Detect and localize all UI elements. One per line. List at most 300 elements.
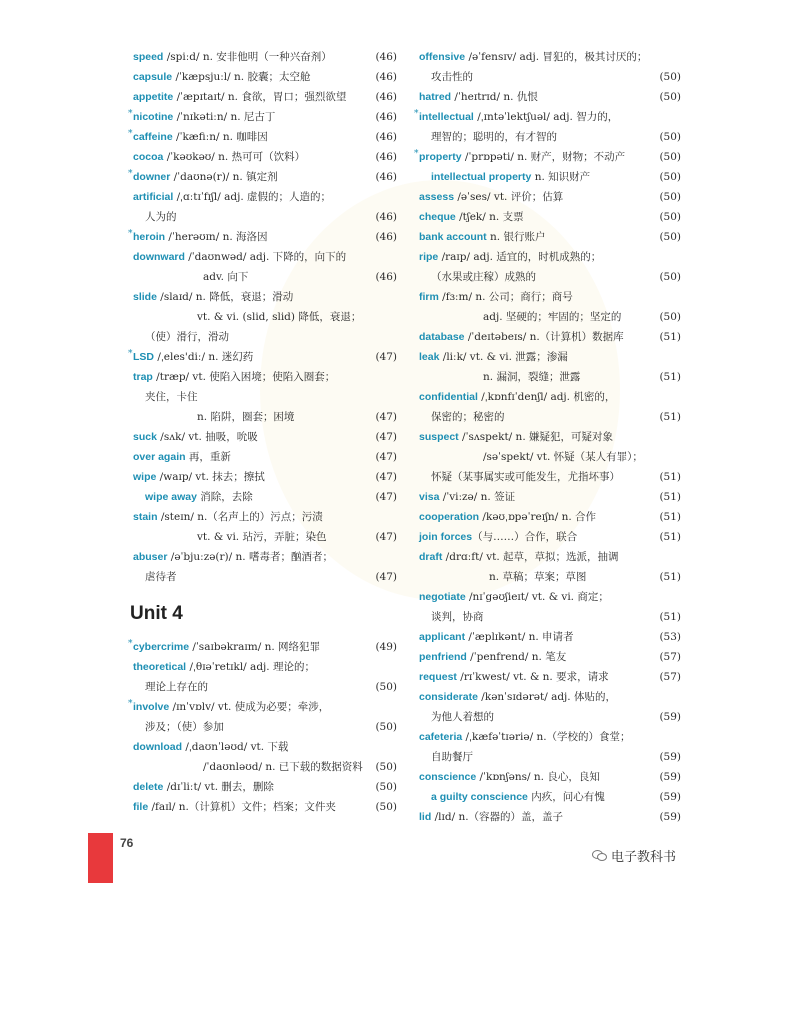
entry-text — [133, 447, 231, 467]
entry-text — [419, 387, 615, 407]
vocab-entry — [133, 67, 397, 87]
vocab-entry — [128, 167, 397, 187]
entry-line — [133, 777, 397, 797]
page-ref: (50) — [375, 801, 397, 813]
vocab-entry — [419, 627, 681, 647]
vocab-entry — [133, 737, 397, 777]
headword: cafeteria — [419, 731, 463, 743]
entry-line — [133, 87, 397, 107]
page-ref: (47) — [375, 571, 397, 583]
entry-line — [419, 727, 681, 747]
definition: /dɪˈliːt/ vt. 删去，删除 — [163, 781, 274, 793]
headword: confidential — [419, 391, 478, 403]
page-ref: (46) — [375, 231, 397, 243]
vocab-entry — [419, 167, 681, 187]
entry-text — [133, 507, 323, 527]
entry-text — [133, 187, 331, 207]
entry-line — [419, 527, 681, 547]
headword: slide — [133, 291, 157, 303]
entry-text — [419, 347, 568, 367]
definition: /faɪl/ n.（计算机）文件；档案；文件夹 — [148, 801, 336, 813]
new-word-marker: * — [128, 349, 133, 359]
entry-line — [133, 467, 397, 487]
new-word-marker: * — [128, 699, 133, 709]
entry-line — [414, 147, 681, 167]
entry-text — [133, 47, 332, 67]
entry-line — [133, 447, 397, 467]
new-word-marker: * — [414, 109, 419, 119]
entry-text — [145, 487, 253, 507]
headword: negotiate — [419, 591, 466, 603]
entry-text — [419, 687, 616, 707]
page-ref: (53) — [659, 631, 681, 643]
headword: property — [419, 151, 462, 163]
continuation-text: 人为的 — [145, 211, 177, 223]
entry-text — [419, 87, 538, 107]
entry-line — [419, 647, 681, 667]
page-ref: (46) — [375, 91, 397, 103]
entry-line — [128, 167, 397, 187]
page-ref: (50) — [659, 191, 681, 203]
definition: /ˌkæfəˈtɪəriə/ n.（学校的）食堂； — [462, 731, 631, 743]
page-tab-marker — [88, 833, 113, 883]
page-ref: (50) — [659, 211, 681, 223]
page-ref: (46) — [375, 51, 397, 63]
definition: /ˈdaʊnwəd/ adj. 下降的，向下的 — [184, 251, 347, 263]
headword: involve — [133, 701, 170, 713]
entry-line — [419, 807, 681, 827]
definition: /ˈviːzə/ n. 签证 — [439, 491, 516, 503]
entry-line — [419, 87, 681, 107]
page-ref: (57) — [659, 651, 681, 663]
vocab-entry — [414, 107, 681, 147]
entry-line — [419, 767, 681, 787]
page-ref: (50) — [659, 91, 681, 103]
vocab-entry — [419, 647, 681, 667]
headword: abuser — [133, 551, 168, 563]
new-word-marker: * — [128, 109, 133, 119]
wechat-icon — [592, 850, 607, 861]
entry-text — [419, 427, 613, 447]
headword: conscience — [419, 771, 477, 783]
new-word-marker: * — [128, 229, 133, 239]
vocab-entry — [414, 147, 681, 167]
continuation-text: adv. 向下 — [203, 271, 249, 283]
entry-text — [133, 247, 346, 267]
vocab-entry — [133, 427, 397, 447]
definition: /kəʊˌɒpəˈreɪʃn/ n. 合作 — [479, 511, 597, 523]
right-column — [414, 47, 681, 827]
page-ref: (57) — [659, 671, 681, 683]
entry-line — [133, 797, 397, 817]
entry-line — [419, 667, 681, 687]
continuation-text: n. 陷阱，圈套；困境 — [197, 411, 295, 423]
headword: download — [133, 741, 182, 753]
entry-line — [133, 427, 397, 447]
entry-continuation — [133, 407, 397, 427]
entry-line — [128, 697, 397, 717]
headword: suck — [133, 431, 157, 443]
definition: /əˈfensɪv/ adj. 冒犯的，极其讨厌的； — [465, 51, 648, 63]
entry-text — [133, 167, 278, 187]
page-ref: (59) — [659, 751, 681, 763]
entry-continuation — [133, 387, 397, 407]
entry-line — [419, 227, 681, 247]
definition: /ˈdaʊnə(r)/ n. 镇定剂 — [170, 171, 278, 183]
entry-line — [419, 247, 681, 267]
entry-line — [133, 657, 397, 677]
page-ref: (51) — [659, 471, 681, 483]
vocab-entry — [133, 47, 397, 67]
definition: n. 银行账户 — [486, 231, 546, 243]
entry-text — [133, 697, 329, 717]
entry-text — [133, 227, 268, 247]
definition: /ˈkəʊkəʊ/ n. 热可可（饮料） — [163, 151, 306, 163]
definition: /sʌk/ vt. 抽吸，吮吸 — [156, 431, 258, 443]
entry-line — [414, 107, 681, 127]
entry-continuation — [419, 267, 681, 287]
vocab-entry — [133, 287, 397, 347]
continuation-text: vt. & vi. (slid, slid) 降低，衰退； — [197, 311, 362, 323]
new-word-marker: * — [128, 129, 133, 139]
continuation-text: 理论上存在的 — [145, 681, 208, 693]
entry-line — [419, 187, 681, 207]
entry-text — [431, 787, 605, 807]
headword: draft — [419, 551, 443, 563]
entry-continuation — [419, 607, 681, 627]
headword: ripe — [419, 251, 439, 263]
vocab-entry — [128, 127, 397, 147]
definition: 消除，去除 — [196, 491, 253, 503]
definition: /raɪp/ adj. 适宜的，时机成熟的； — [438, 251, 602, 263]
entry-text — [419, 767, 600, 787]
headword: applicant — [419, 631, 466, 643]
new-word-marker: * — [128, 639, 133, 649]
entry-text — [133, 467, 265, 487]
definition: /ɪnˈvɒlv/ vt. 使成为必要；牵涉， — [169, 701, 330, 713]
entry-continuation — [419, 707, 681, 727]
entry-line — [133, 147, 397, 167]
entry-line — [133, 507, 397, 527]
continuation-text: adj. 坚硬的；牢固的；坚定的 — [483, 311, 622, 323]
entry-continuation — [419, 747, 681, 767]
definition: /ˌdaʊnˈləʊd/ vt. 下载 — [182, 741, 289, 753]
entry-continuation — [419, 367, 681, 387]
entry-line — [133, 367, 397, 387]
headword: artificial — [133, 191, 174, 203]
entry-line — [419, 287, 681, 307]
new-word-marker: * — [414, 149, 419, 159]
page-ref: (47) — [375, 451, 397, 463]
definition: /əˈbjuːzə(r)/ n. 嗜毒者；酗酒者； — [167, 551, 333, 563]
definition: /ˈpenfrend/ n. 笔友 — [466, 651, 567, 663]
headword: suspect — [419, 431, 459, 443]
entry-line — [419, 507, 681, 527]
page-ref: (47) — [375, 351, 397, 363]
continuation-text: 怀疑（某事属实或可能发生，尤指坏事） — [431, 471, 620, 483]
entry-continuation — [133, 567, 397, 587]
headword: wipe away — [145, 491, 197, 503]
headword: cocoa — [133, 151, 164, 163]
headword: visa — [419, 491, 440, 503]
definition: /tʃek/ n. 支票 — [455, 211, 524, 223]
entry-text — [419, 207, 524, 227]
entry-text — [419, 147, 625, 167]
definition: /rɪˈkwest/ vt. & n. 要求，请求 — [456, 671, 609, 683]
source-watermark — [592, 846, 676, 865]
page-ref: (50) — [659, 131, 681, 143]
definition: /ˌɑːtɪˈfɪʃl/ adj. 虚假的；人造的； — [173, 191, 332, 203]
definition: /lɪd/ n.（容器的）盖，盖子 — [431, 811, 564, 823]
page-number: 76 — [120, 836, 134, 850]
page-ref: (49) — [375, 641, 397, 653]
vocab-entry — [128, 107, 397, 127]
continuation-text: 谈判，协商 — [431, 611, 484, 623]
continuation-text: 理智的；聪明的，有才智的 — [431, 131, 557, 143]
entry-text — [419, 647, 566, 667]
definition: /nɪˈgəʊʃieɪt/ vt. & vi. 商定； — [465, 591, 609, 603]
entry-line — [419, 627, 681, 647]
continuation-text: （水果或庄稼）成熟的 — [431, 271, 536, 283]
headword: cooperation — [419, 511, 480, 523]
entry-text — [133, 367, 335, 387]
headword: lid — [419, 811, 432, 823]
page-ref: (46) — [375, 131, 397, 143]
vocab-entry — [419, 787, 681, 807]
page-ref: (47) — [375, 431, 397, 443]
definition: /ˈkæpsjuːl/ n. 胶囊；太空舱 — [172, 71, 311, 83]
vocab-entry — [419, 227, 681, 247]
entry-line — [419, 687, 681, 707]
entry-line — [128, 127, 397, 147]
continuation-text: 攻击性的 — [431, 71, 473, 83]
continuation-text: n. 草稿；草案；草图 — [489, 571, 587, 583]
definition: /ˈæplɪkənt/ n. 申请者 — [465, 631, 574, 643]
vocab-entry — [419, 247, 681, 287]
entry-text — [133, 737, 288, 757]
definition: /ˈæpɪtaɪt/ n. 食欲，胃口；强烈欲望 — [173, 91, 347, 103]
vocab-entry — [419, 767, 681, 787]
headword: theoretical — [133, 661, 187, 673]
entry-continuation — [133, 327, 397, 347]
entry-text — [133, 777, 274, 797]
definition: 内疚，问心有愧 — [527, 791, 605, 803]
entry-line — [419, 47, 681, 67]
entry-text — [133, 657, 315, 677]
entry-continuation — [133, 757, 397, 777]
entry-line — [133, 737, 397, 757]
continuation-text: 虐待者 — [145, 571, 177, 583]
definition: /drɑːft/ vt. 起草，草拟；选派，抽调 — [442, 551, 619, 563]
entry-text — [419, 727, 631, 747]
continuation-text: （使）滑行，滑动 — [145, 331, 229, 343]
definition: /ˈdeɪtəbeɪs/ n.（计算机）数据库 — [464, 331, 624, 343]
vocab-entry — [133, 467, 397, 487]
page-ref: (50) — [659, 311, 681, 323]
headword: considerate — [419, 691, 478, 703]
headword: request — [419, 671, 457, 683]
vocab-entry — [419, 807, 681, 827]
entry-text — [133, 287, 293, 307]
vocab-entry — [419, 47, 681, 87]
page-ref: (46) — [375, 151, 397, 163]
headword: appetite — [133, 91, 174, 103]
entry-line — [133, 187, 397, 207]
headword: stain — [133, 511, 158, 523]
definition: n. 知识财产 — [531, 171, 591, 183]
headword: nicotine — [133, 111, 174, 123]
vocab-entry — [419, 667, 681, 687]
page-ref: (50) — [375, 761, 397, 773]
vocab-entry — [133, 87, 397, 107]
vocab-entry — [419, 287, 681, 327]
entry-text — [133, 797, 336, 817]
definition: /ˈherəʊɪn/ n. 海洛因 — [165, 231, 268, 243]
entry-line — [128, 347, 397, 367]
page-ref: (51) — [659, 511, 681, 523]
vocab-entry — [128, 347, 397, 367]
continuation-text: n. 漏洞，裂缝；泄露 — [483, 371, 581, 383]
vocab-entry — [133, 147, 397, 167]
vocab-entry — [419, 727, 681, 767]
entry-text — [419, 667, 609, 687]
definition: /fɜːm/ n. 公司；商行；商号 — [438, 291, 573, 303]
entry-continuation — [419, 467, 681, 487]
page-ref: (59) — [659, 771, 681, 783]
page-ref: (51) — [659, 611, 681, 623]
vocab-entry — [419, 687, 681, 727]
page-ref: (50) — [375, 681, 397, 693]
vocab-entry — [133, 797, 397, 817]
vocab-entry — [419, 587, 681, 627]
headword: cybercrime — [133, 641, 190, 653]
headword: LSD — [133, 351, 154, 363]
entry-text — [133, 127, 268, 147]
headword: file — [133, 801, 149, 813]
page-ref: (46) — [375, 71, 397, 83]
entry-text — [419, 807, 563, 827]
page-ref: (51) — [659, 531, 681, 543]
entry-text — [133, 547, 333, 567]
new-word-marker: * — [128, 169, 133, 179]
entry-line — [133, 247, 397, 267]
vocab-entry — [419, 327, 681, 347]
headword: join forces — [419, 531, 473, 543]
vocab-entry — [419, 187, 681, 207]
page-ref: (51) — [659, 331, 681, 343]
definition: 再，重新 — [185, 451, 231, 463]
headword: bank account — [419, 231, 487, 243]
vocab-entry — [419, 487, 681, 507]
entry-text — [133, 67, 310, 87]
vocab-entry — [133, 447, 397, 467]
headword: a guilty conscience — [431, 791, 528, 803]
page-ref: (50) — [659, 231, 681, 243]
definition: /ˈprɒpəti/ n. 财产，财物；不动产 — [461, 151, 626, 163]
headword: trap — [133, 371, 153, 383]
vocab-list-left-top — [128, 47, 397, 587]
page-ref: (50) — [375, 721, 397, 733]
headword: database — [419, 331, 465, 343]
continuation-text: /ˈdaʊnləʊd/ n. 已下载的数据资料 — [203, 761, 363, 773]
headword: delete — [133, 781, 164, 793]
entry-text — [133, 347, 253, 367]
page-ref: (50) — [659, 71, 681, 83]
definition: /ˈsʌspekt/ n. 嫌疑犯，可疑对象 — [458, 431, 613, 443]
definition: /ˈkɒnʃəns/ n. 良心，良知 — [476, 771, 600, 783]
vocab-entry — [133, 367, 397, 427]
headword: penfriend — [419, 651, 467, 663]
page-ref: (47) — [375, 491, 397, 503]
continuation-text: 保密的；秘密的 — [431, 411, 505, 423]
headword: intellectual — [419, 111, 474, 123]
definition: /ˌkɒnfɪˈdenʃl/ adj. 机密的， — [477, 391, 616, 403]
headword: speed — [133, 51, 164, 63]
entry-text — [419, 227, 545, 247]
vocab-entry — [133, 507, 397, 547]
headword: hatred — [419, 91, 452, 103]
page-ref: (47) — [375, 471, 397, 483]
entry-line — [419, 487, 681, 507]
vocab-list-left-bottom — [128, 637, 397, 817]
entry-text — [133, 427, 258, 447]
headword: firm — [419, 291, 439, 303]
entry-line — [128, 107, 397, 127]
page-ref: (50) — [659, 171, 681, 183]
page-ref: (47) — [375, 531, 397, 543]
entry-line — [133, 287, 397, 307]
entry-text — [419, 47, 648, 67]
headword: downward — [133, 251, 185, 263]
page-ref: (46) — [375, 111, 397, 123]
page-ref: (59) — [659, 711, 681, 723]
page-ref: (51) — [659, 571, 681, 583]
page-ref: (51) — [659, 411, 681, 423]
continuation-text: 涉及；（使）参加 — [145, 721, 224, 733]
continuation-text: 夹住，卡住 — [145, 391, 198, 403]
watermark-text: 电子教科书 — [611, 850, 677, 865]
entry-continuation — [419, 67, 681, 87]
headword: intellectual property — [431, 171, 532, 183]
vocab-entry — [419, 507, 681, 527]
vocab-entry — [419, 527, 681, 547]
entry-line — [133, 487, 397, 507]
entry-continuation — [133, 717, 397, 737]
vocab-entry — [133, 247, 397, 287]
vocab-entry — [128, 697, 397, 737]
definition: （与……）合作，联合 — [472, 531, 578, 543]
vocab-entry — [419, 387, 681, 427]
vocab-list-right — [414, 47, 681, 827]
vocab-entry — [419, 207, 681, 227]
headword: cheque — [419, 211, 456, 223]
entry-continuation — [133, 307, 397, 327]
definition: /steɪn/ n.（名声上的）污点；污渍 — [157, 511, 323, 523]
headword: over again — [133, 451, 186, 463]
headword: caffeine — [133, 131, 173, 143]
headword: heroin — [133, 231, 166, 243]
definition: /slaɪd/ n. 降低，衰退；滑动 — [156, 291, 294, 303]
continuation-text: 为他人着想的 — [431, 711, 494, 723]
headword: downer — [133, 171, 171, 183]
unit-heading: Unit 4 — [130, 603, 183, 624]
definition: /ˈnɪkətiːn/ n. 尼古丁 — [173, 111, 276, 123]
vocab-entry — [133, 187, 397, 227]
entry-line — [133, 67, 397, 87]
entry-text — [419, 247, 601, 267]
entry-text — [419, 547, 619, 567]
entry-line — [419, 387, 681, 407]
